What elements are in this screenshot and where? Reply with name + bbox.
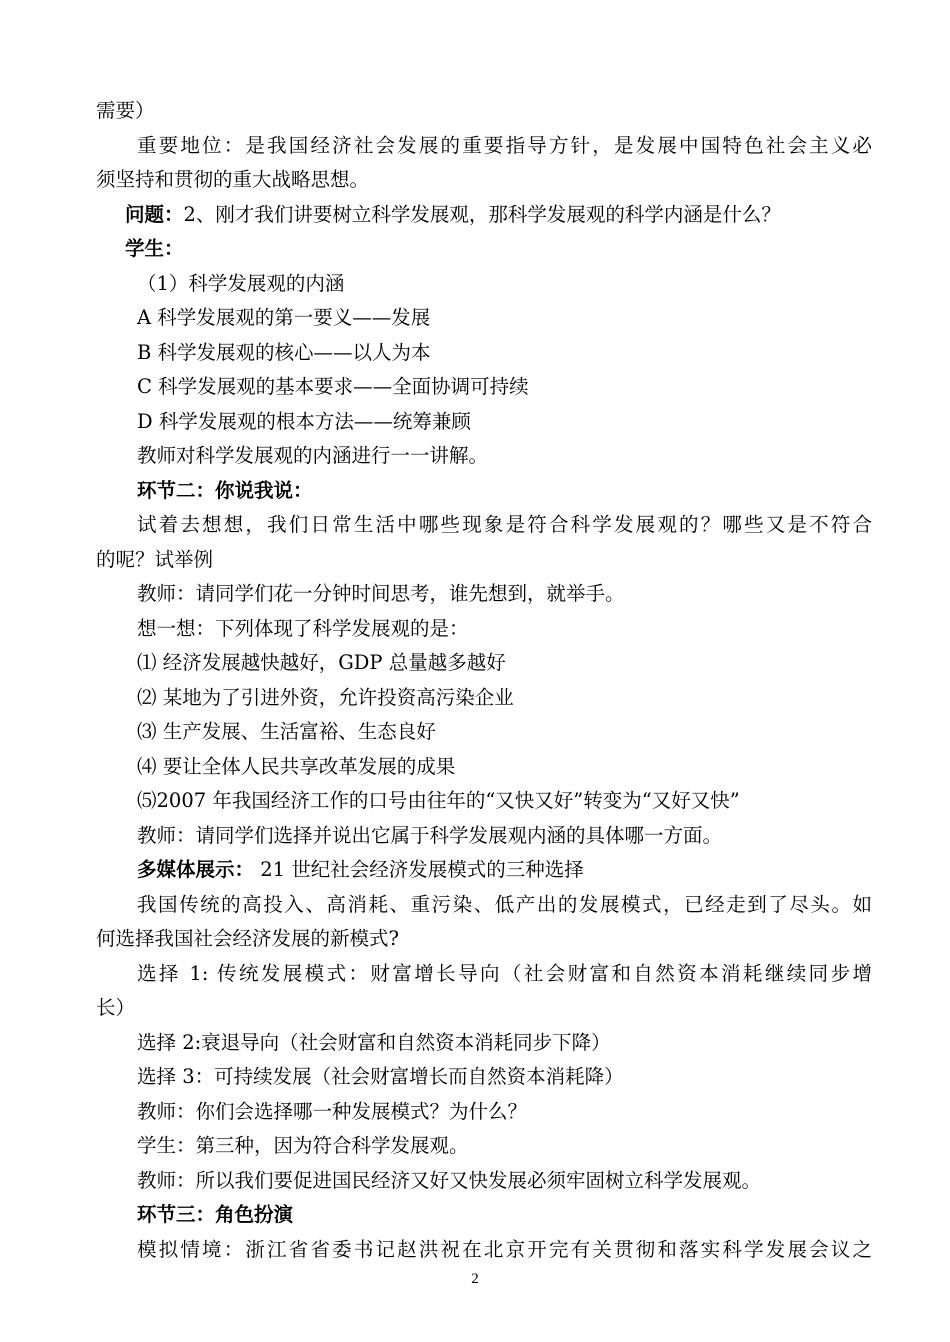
line-text: ⑴ 经济发展越快越好，GDP 总量越多越好	[137, 651, 506, 674]
paragraph-line	[96, 577, 872, 612]
paragraph-line	[96, 1198, 872, 1233]
line-text: 重要地位：是我国经济社会发展的重要指导方针，是发展中国特色社会主义必	[137, 133, 872, 157]
paragraph-line	[96, 370, 872, 405]
line-text: 何选择我国社会经济发展的新模式?	[96, 927, 399, 950]
paragraph-line	[96, 784, 872, 819]
line-text: 我国传统的高投入、高消耗、重污染、低产出的发展模式，已经走到了尽头。如	[137, 892, 872, 916]
line-text: ⑸2007 年我国经济工作的口号由往年的“又快又好”转变为“又好又快”	[137, 789, 740, 812]
paragraph-line	[96, 508, 872, 543]
paragraph-line	[96, 301, 872, 336]
paragraph-line	[96, 163, 872, 198]
paragraph-line	[96, 646, 872, 681]
paragraph-line	[96, 853, 872, 888]
line-text: ⑷ 要让全体人民共享改革发展的成果	[137, 754, 456, 778]
section-label: 多媒体展示：	[137, 858, 255, 881]
line-text: 选择 1: 传统发展模式：财富增长导向（社会财富和自然资本消耗继续同步增	[137, 961, 872, 985]
paragraph-line	[96, 198, 872, 233]
line-text: 试着去想想，我们日常生活中哪些现象是符合科学发展观的？哪些又是不符合	[137, 513, 872, 536]
line-text: D 科学发展观的根本方法——统筹兼顾	[137, 409, 471, 433]
paragraph-line	[96, 129, 872, 164]
paragraph-line	[96, 94, 872, 129]
line-text: C 科学发展观的基本要求——全面协调可持续	[137, 375, 529, 398]
paragraph-line	[96, 1233, 872, 1268]
paragraph-line	[96, 819, 872, 854]
paragraph-line	[96, 991, 872, 1026]
paragraph-line	[96, 267, 872, 302]
line-text: 需要）	[96, 99, 155, 122]
section-label: 学生：	[125, 237, 184, 260]
page-number: 2	[471, 1271, 479, 1287]
paragraph-line	[96, 1026, 872, 1061]
paragraph-line	[96, 439, 872, 474]
line-text: 选择 2:衰退导向（社会财富和自然资本消耗同步下降）	[137, 1030, 611, 1054]
line-text: 教师：请同学们选择并说出它属于科学发展观内涵的具体哪一方面。	[137, 823, 723, 847]
line-text: 想一想：下列体现了科学发展观的是：	[137, 616, 469, 640]
paragraph-line	[96, 336, 872, 371]
document-body	[96, 94, 872, 1267]
line-text: 教师：你们会选择哪一种发展模式？为什么？	[137, 1099, 528, 1123]
section-label: 环节二：你说我说：	[137, 478, 313, 502]
line-text: 21 世纪社会经济发展模式的三种选择	[254, 858, 584, 881]
section-label: 环节三：角色扮演	[137, 1203, 294, 1226]
paragraph-line	[96, 543, 872, 578]
paragraph-line	[96, 232, 872, 267]
paragraph-line	[96, 1095, 872, 1130]
paragraph-line	[96, 681, 872, 716]
paragraph-line	[96, 405, 872, 440]
line-text: 教师：所以我们要促进国民经济又好又快发展必须牢固树立科学发展观。	[137, 1168, 762, 1192]
line-text: ⑶ 生产发展、生活富裕、生态良好	[137, 720, 436, 743]
line-text: （1）科学发展观的内涵	[137, 271, 345, 295]
paragraph-line	[96, 888, 872, 923]
paragraph-line	[96, 922, 872, 957]
line-text: B 科学发展观的核心——以人为本	[137, 340, 431, 364]
section-label: 问题：	[125, 202, 184, 226]
line-text: A 科学发展观的第一要义——发展	[137, 306, 431, 329]
line-text: 的呢？试举例	[96, 547, 214, 571]
paragraph-line	[96, 957, 872, 992]
line-text: 学生：第三种，因为符合科学发展观。	[137, 1134, 469, 1157]
paragraph-line	[96, 474, 872, 509]
line-text: 须坚持和贯彻的重大战略思想。	[96, 168, 370, 191]
paragraph-line	[96, 1129, 872, 1164]
paragraph-line	[96, 1164, 872, 1199]
line-text: 长）	[96, 996, 136, 1019]
paragraph-line	[96, 612, 872, 647]
line-text: 2、刚才我们讲要树立科学发展观，那科学发展观的科学内涵是什么？	[183, 202, 781, 226]
line-text: 模拟情境：浙江省省委书记赵洪祝在北京开完有关贯彻和落实科学发展会议之	[137, 1237, 872, 1261]
line-text: 教师：请同学们花一分钟时间思考，谁先想到，就举手。	[137, 582, 625, 605]
line-text: 教师对科学发展观的内涵进行一一讲解。	[137, 444, 489, 467]
paragraph-line	[96, 715, 872, 750]
paragraph-line	[96, 750, 872, 785]
line-text: 选择 3：可持续发展（社会财富增长而自然资本消耗降）	[137, 1065, 624, 1088]
line-text: ⑵ 某地为了引进外资，允许投资高污染企业	[137, 685, 514, 709]
paragraph-line	[96, 1060, 872, 1095]
